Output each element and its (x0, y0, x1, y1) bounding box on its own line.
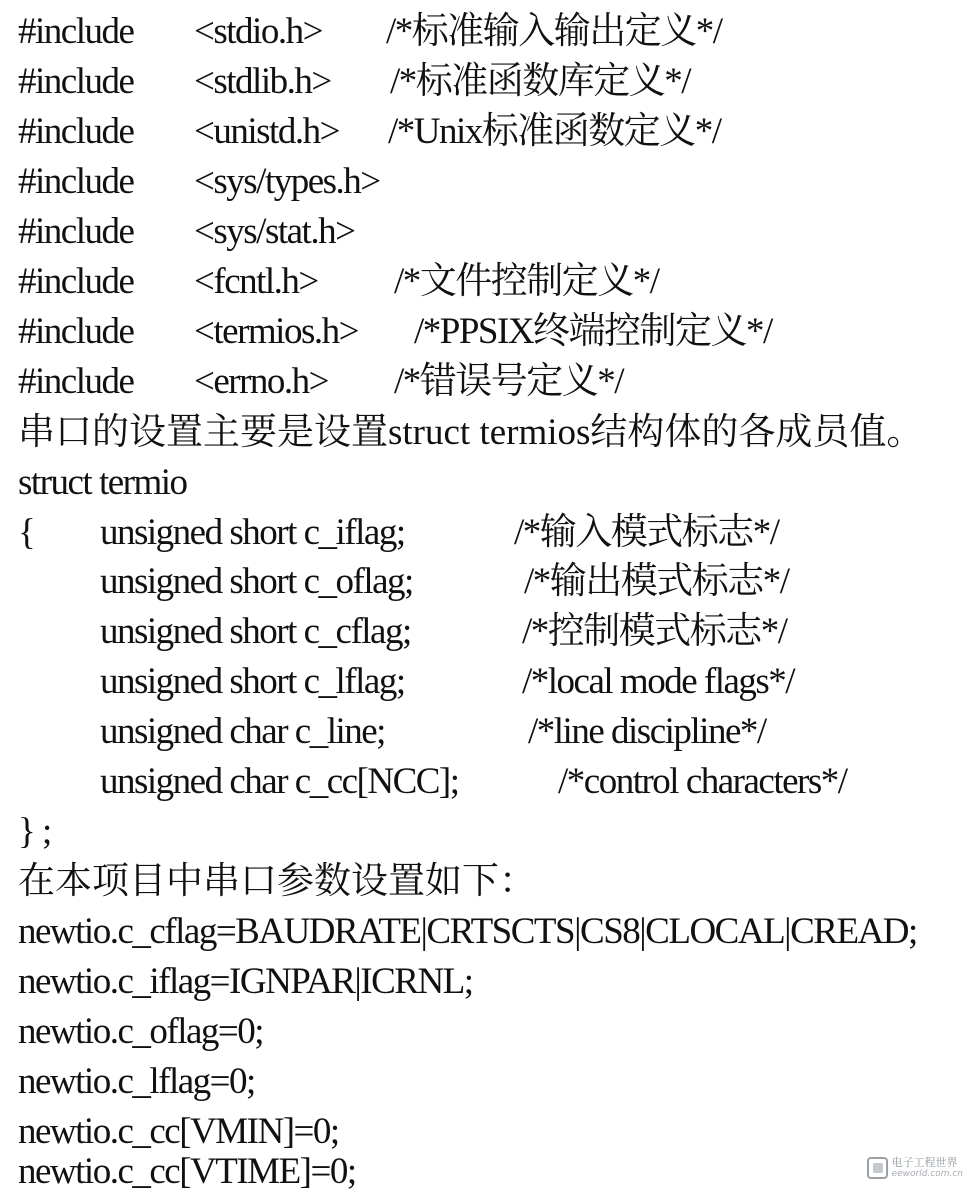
struct-field-comment: /*line discipline*/ (528, 711, 766, 752)
include-comment: /*错误号定义*/ (394, 361, 624, 402)
include-keyword: #include (18, 211, 134, 252)
struct-header: struct termio (18, 462, 187, 503)
include-keyword: #include (18, 311, 134, 352)
eeworld-watermark (867, 1153, 963, 1183)
include-comment: /*Unix标准函数定义*/ (388, 111, 721, 152)
assignment-cc-vtime: newtio.c_cc[VTIME]=0; (18, 1151, 356, 1192)
include-keyword: #include (18, 111, 134, 152)
include-header: <stdlib.h> (194, 61, 331, 102)
include-keyword: #include (18, 61, 134, 102)
watermark-name: 电子工程世界 (891, 1156, 958, 1169)
struct-field-comment: /*local mode flags*/ (522, 661, 795, 702)
eeworld-logo-icon (867, 1157, 888, 1179)
include-header: <sys/types.h> (194, 161, 380, 202)
watermark-text (892, 1157, 963, 1179)
include-keyword: #include (18, 11, 134, 52)
struct-field-decl: unsigned short c_oflag; (100, 561, 413, 602)
struct-field-comment: /*control characters*/ (558, 761, 847, 802)
include-header: <sys/stat.h> (194, 211, 355, 252)
struct-field-decl: unsigned short c_cflag; (100, 611, 411, 652)
include-header: <unistd.h> (194, 111, 339, 152)
include-comment: /*标准输入输出定义*/ (386, 11, 722, 52)
struct-open-brace: { (18, 512, 35, 553)
assignment-iflag: newtio.c_iflag=IGNPAR|ICRNL; (18, 961, 473, 1002)
include-comment: /*文件控制定义*/ (394, 261, 659, 302)
struct-field-comment: /*控制模式标志*/ (522, 611, 787, 652)
include-header: <errno.h> (194, 361, 329, 402)
struct-field-comment: /*输出模式标志*/ (524, 561, 789, 602)
settings-intro-text: 在本项目中串口参数设置如下： (18, 861, 536, 902)
include-keyword: #include (18, 361, 134, 402)
include-header: <stdio.h> (194, 11, 322, 52)
include-comment: /*标准函数库定义*/ (390, 61, 691, 102)
termios-intro-text: 串口的设置主要是设置struct termios结构体的各成员值。 (18, 412, 924, 453)
struct-field-decl: unsigned char c_line; (100, 711, 385, 752)
assignment-cc-vmin: newtio.c_cc[VMIN]=0; (18, 1111, 339, 1152)
struct-field-decl: unsigned short c_lflag; (100, 661, 405, 702)
include-comment: /*PPSIX终端控制定义*/ (414, 311, 772, 352)
struct-field-comment: /*输入模式标志*/ (514, 512, 779, 553)
include-keyword: #include (18, 261, 134, 302)
assignment-lflag: newtio.c_lflag=0; (18, 1061, 255, 1102)
watermark-site: eeworld.com.cn (891, 1169, 963, 1179)
include-header: <termios.h> (194, 311, 358, 352)
include-header: <fcntl.h> (194, 261, 318, 302)
include-keyword: #include (18, 161, 134, 202)
assignment-oflag: newtio.c_oflag=0; (18, 1011, 264, 1052)
struct-field-decl: unsigned short c_iflag; (100, 512, 405, 553)
struct-field-decl: unsigned char c_cc[NCC]; (100, 761, 459, 802)
assignment-cflag: newtio.c_cflag=BAUDRATE|CRTSCTS|CS8|CLOCAL|CREAD; (18, 911, 917, 952)
struct-close-brace: } ; (18, 811, 51, 852)
